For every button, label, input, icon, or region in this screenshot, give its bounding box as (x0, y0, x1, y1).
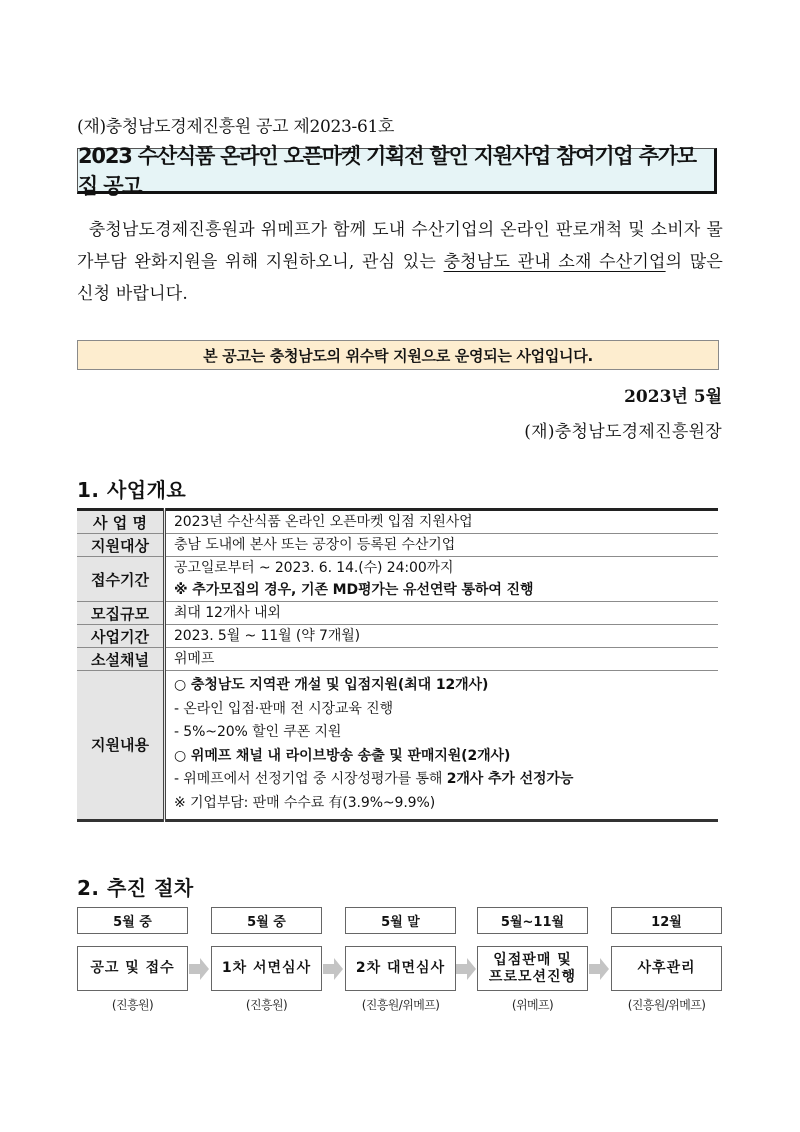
row-value: ○ 충청남도 지역관 개설 및 입점지원(최대 12개사) - 온라인 입점·판매 전 시장교육 진행 - 5%~20% 할인 쿠폰 지원 ○ 위메프 채널 내 라이브방송 송출 및 판매지원(2개사) - 위메프에서 선정기업 중 시장성평가를 통해 2개사 추가 선정가능 ※ 기업부담: 판매 수수료 有(3.9%~9.9%) (165, 671, 719, 821)
row-label: 지원대상 (77, 534, 165, 557)
table-row (77, 602, 718, 625)
step-period: 5월 말 (345, 907, 456, 934)
step-owner: (진흥원/위메프) (627, 998, 706, 1012)
step-owner: (위메프) (511, 998, 554, 1012)
intro-text: 충청남도경제진흥원과 위메프가 함께 도내 수산기업의 온라인 판로개척 및 소비자 물가부담 완화지원을 위해 지원하오니, 관심 있는 (77, 220, 723, 272)
table-row (77, 625, 718, 648)
intro-text-end: 의 많은 신청 바랍니다. (77, 252, 723, 304)
title-box (77, 144, 717, 198)
table-row (77, 534, 718, 557)
arrow-right-icon (456, 958, 476, 980)
notice-number: (재)충청남도경제진흥원 공고 제2023-61호 (77, 117, 395, 137)
step-box: 입점판매 및 프로모션진행 (477, 946, 588, 991)
issuer: (재)충청남도경제진흥원장 (524, 422, 722, 442)
intro-paragraph (77, 214, 723, 310)
row-label: 사 업 명 (77, 510, 165, 534)
row-label: 사업기간 (77, 625, 165, 648)
document-title: 2023 수산식품 온라인 오픈마켓 기획전 할인 지원사업 참여기업 추가모집 공고 (78, 144, 696, 198)
intro-underlined-text: 충청남도 관내 소재 수산기업 (443, 252, 666, 272)
step-period: 12월 (611, 907, 722, 934)
table-row (77, 648, 718, 671)
overview-table (77, 508, 718, 822)
row-label: 접수기간 (77, 557, 165, 602)
row-label: 모집규모 (77, 602, 165, 625)
table-row (77, 557, 718, 602)
notice-box-text: 본 공고는 충청남도의 위수탁 지원으로 운영되는 사업입니다. (203, 346, 593, 365)
step-period: 5월 중 (77, 907, 188, 934)
row-value: 최대 12개사 내외 (165, 602, 719, 625)
row-value: 2023년 수산식품 온라인 오픈마켓 입점 지원사업 (174, 514, 473, 530)
row-value: 공고일로부터 ~ 2023. 6. 14.(수) 24:00까지 ※ 추가모집의 경우, 기존 MD평가는 유선연락 통하여 진행 (165, 557, 719, 602)
step-period: 5월 중 (211, 907, 322, 934)
row-value: 충남 도내에 본사 또는 공장이 등록된 수산기업 (165, 534, 719, 557)
step-period: 5월~11월 (477, 907, 588, 934)
section-title-procedure: 2. 추진 절차 (77, 876, 194, 900)
step-owner: (진흥원/위메프) (361, 998, 440, 1012)
step-box: 2차 대면심사 (345, 946, 456, 991)
step-owner: (진흥원) (245, 998, 288, 1012)
table-row (77, 510, 718, 534)
section-title-overview: 1. 사업개요 (77, 478, 187, 502)
row-label: 지원내용 (77, 671, 165, 821)
step-box: 1차 서면심사 (211, 946, 322, 991)
issue-date: 2023년 5월 (624, 387, 722, 407)
arrow-right-icon (189, 958, 209, 980)
table-row (77, 671, 718, 821)
step-box: 공고 및 접수 (77, 946, 188, 991)
notice-box (77, 340, 719, 370)
arrow-right-icon (589, 958, 609, 980)
row-value: 위메프 (165, 648, 719, 671)
step-owner: (진흥원) (111, 998, 154, 1012)
row-label: 소설채널 (77, 648, 165, 671)
row-value: 2023. 5월 ~ 11월 (약 7개월) (165, 625, 719, 648)
arrow-right-icon (323, 958, 343, 980)
step-box: 사후관리 (611, 946, 722, 991)
